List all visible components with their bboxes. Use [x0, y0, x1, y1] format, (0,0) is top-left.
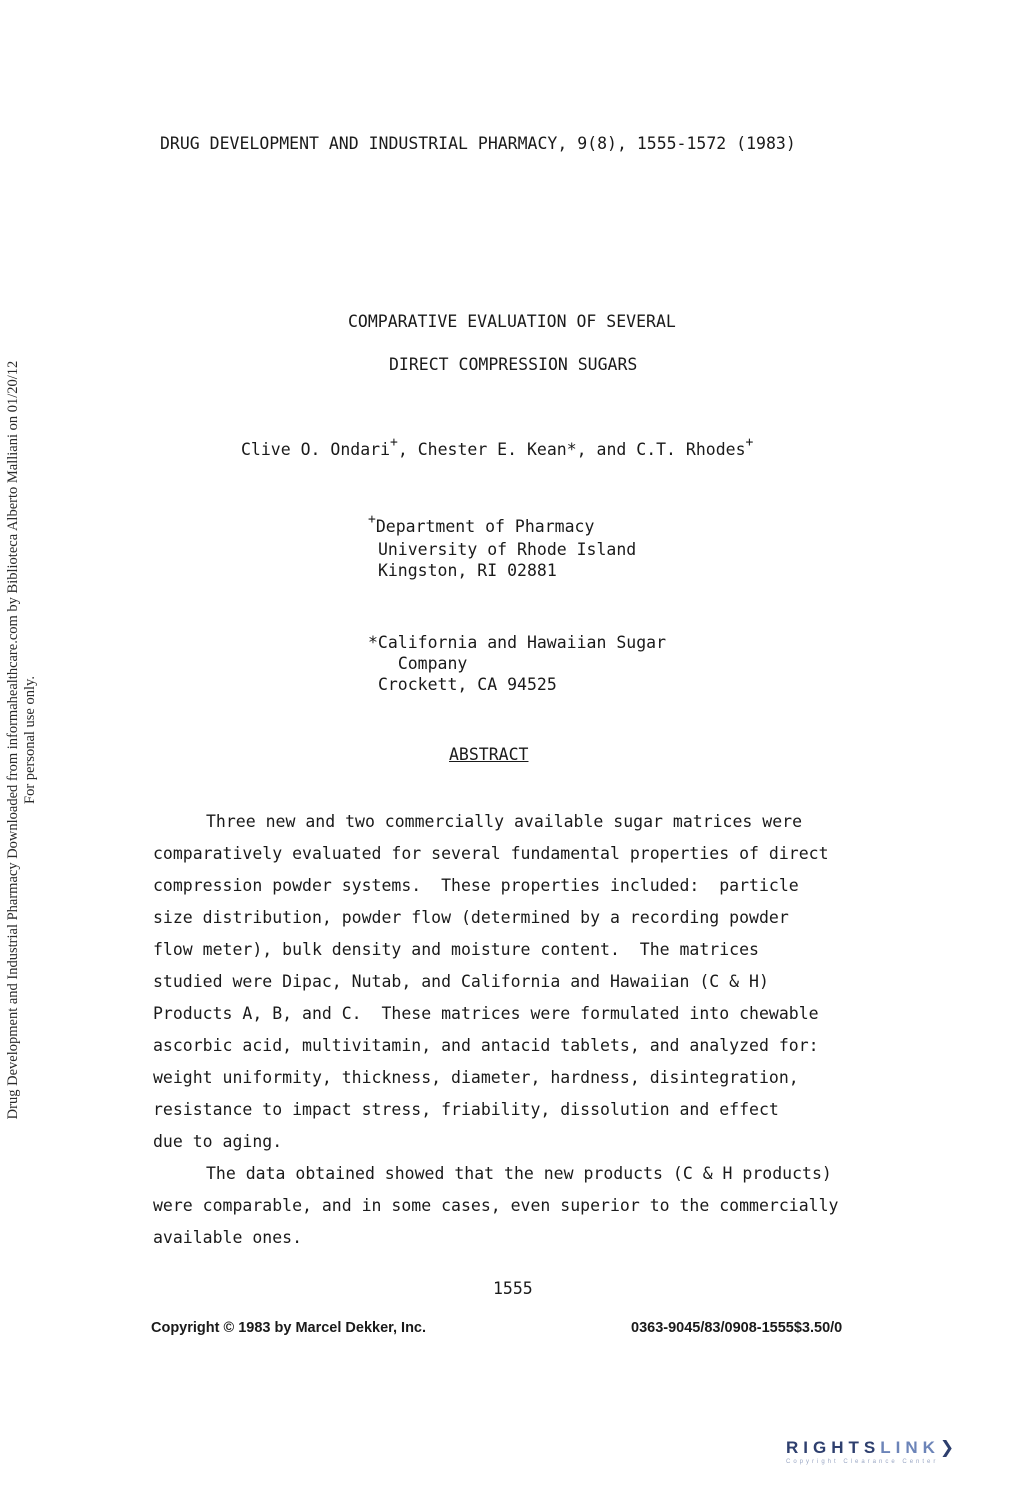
rightslink-rights: RIGHTS	[786, 1438, 881, 1457]
issn-code: 0363-9045/83/0908-1555$3.50/0	[631, 1320, 843, 1336]
abstract-line: due to aging.	[153, 1132, 283, 1151]
watermark-line-2: For personal use only.	[22, 676, 38, 804]
author-1: Clive O. Ondari	[241, 440, 391, 459]
watermark-line-1: Drug Development and Industrial Pharmacy Downloaded from informahealthcare.com by Biblioteca Alberto Malliani on 01/20/12	[5, 360, 21, 1120]
affiliation-line: Department of Pharmacy	[375, 517, 595, 536]
page-number: 1555	[493, 1279, 533, 1298]
affiliation-candh	[368, 632, 666, 695]
abstract-line: available ones.	[153, 1228, 303, 1247]
affiliation-line: Crockett, CA 94525	[377, 675, 557, 694]
title-line-2: DIRECT COMPRESSION SUGARS	[389, 355, 638, 374]
affiliation-line: University of Rhode Island	[377, 540, 637, 559]
affiliation-line: *California and Hawaiian Sugar	[368, 633, 667, 652]
copyright-notice: Copyright © 1983 by Marcel Dekker, Inc.	[151, 1320, 427, 1336]
abstract-line: resistance to impact stress, friability, dissolution and effect	[153, 1100, 779, 1119]
affiliation-mark: +	[390, 435, 398, 450]
abstract-line: size distribution, powder flow (determined by a recording powder	[153, 908, 789, 927]
abstract-line: The data obtained showed that the new products (C & H products)	[206, 1164, 832, 1183]
affiliation-line: Kingston, RI 02881	[377, 561, 557, 580]
rightslink-arrow-icon: ❯	[939, 1438, 955, 1457]
affiliation-line: Company	[397, 654, 468, 673]
abstract-line: Three new and two commercially available sugar matrices were	[206, 812, 803, 831]
abstract-line: weight uniformity, thickness, diameter, hardness, disintegration,	[153, 1068, 799, 1087]
abstract-line: were comparable, and in some cases, even superior to the commercially	[153, 1196, 839, 1215]
abstract-line: ascorbic acid, multivitamin, and antacid tablets, and analyzed for:	[153, 1036, 819, 1055]
affiliation-mark: +	[368, 512, 376, 527]
rightslink-wordmark	[786, 1438, 1022, 1458]
abstract-line: compression powder systems. These properties included: particle	[153, 876, 799, 895]
affiliation-uri	[368, 512, 637, 581]
abstract-body	[153, 806, 913, 1254]
affiliation-mark: +	[745, 435, 754, 450]
rightslink-logo[interactable]	[786, 1438, 1022, 1465]
authors-rest: , Chester E. Kean*, and C.T. Rhodes	[397, 440, 746, 459]
journal-header: DRUG DEVELOPMENT AND INDUSTRIAL PHARMACY, 9(8), 1555-1572 (1983)	[160, 134, 796, 153]
abstract-line: Products A, B, and C. These matrices were formulated into chewable	[153, 1004, 819, 1023]
abstract-heading: ABSTRACT	[449, 745, 529, 764]
author-list	[241, 435, 754, 459]
title-line-1: COMPARATIVE EVALUATION OF SEVERAL	[348, 312, 676, 331]
abstract-line: flow meter), bulk density and moisture content. The matrices	[153, 940, 759, 959]
rightslink-link: LINK	[880, 1438, 940, 1457]
abstract-line: studied were Dipac, Nutab, and California and Hawaiian (C & H)	[153, 972, 769, 991]
abstract-line: comparatively evaluated for several fundamental properties of direct	[153, 844, 829, 863]
rightslink-tagline: Copyright Clearance Center	[786, 1459, 939, 1465]
